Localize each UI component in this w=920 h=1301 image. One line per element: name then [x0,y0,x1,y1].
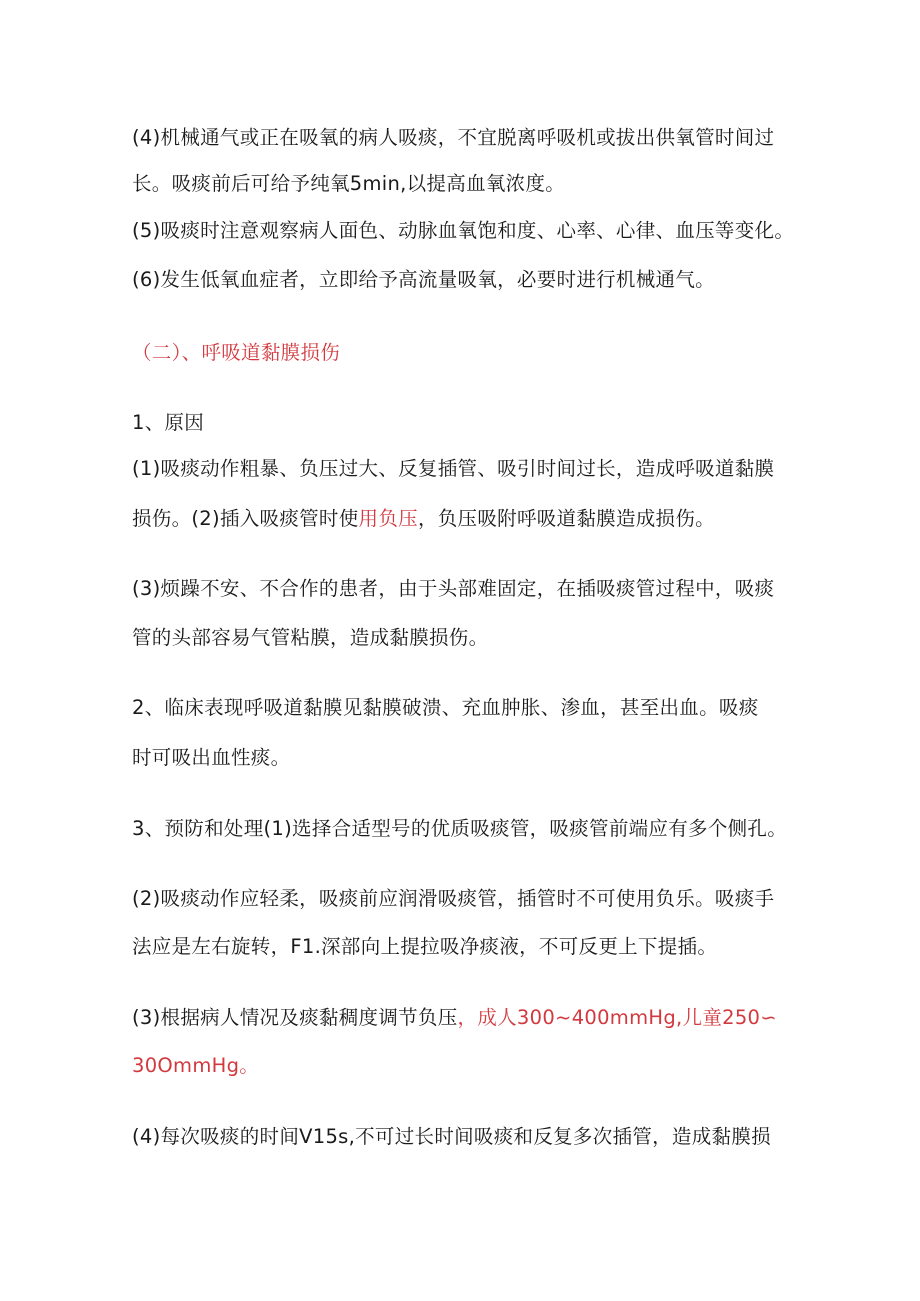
text-run: (3)烦躁不安、不合作的患者，由于头部难固定，在插吸痰管过程中，吸痰 [132,577,775,600]
paragraph-line [132,1052,259,1080]
paragraph-line [132,575,774,603]
paragraph-line [132,217,794,245]
paragraph-line [132,455,774,483]
paragraph-line [132,933,717,961]
highlighted-text-run: ，成人300~400mmHg,儿童250∽ [457,1006,777,1029]
paragraph-line [132,744,290,772]
text-run: ，负压吸附呼吸道黏膜造成损伤。 [417,507,715,530]
highlighted-text-run: 30OmmHg。 [132,1054,260,1077]
paragraph-line [132,505,715,533]
text-run: (1)吸痰动作粗暴、负压过大、反复插管、吸引时间过长，造成呼吸道黏膜 [132,457,775,480]
text-run: (6)发生低氧血症者，立即给予高流量吸氧，必要时进行机械通气。 [132,268,715,291]
text-run: 长。吸痰前后可给予纯氧5min,以提高血氧浓度。 [132,172,566,195]
paragraph-line [132,694,759,722]
text-run: (3)根据病人情况及痰黏稠度调节负压 [132,1006,458,1029]
highlighted-text-run: 用负压 [358,507,418,530]
text-run: (4)每次吸痰的时间V15s,不可过长时间吸痰和反复多次插管，造成黏膜损 [132,1125,771,1148]
text-run: 时可吸出血性痰。 [132,746,291,769]
text-run: (2)吸痰动作应轻柔，吸痰前应润滑吸痰管，插管时不可使用负乐。吸痰手 [132,887,775,910]
paragraph-line [132,266,715,294]
paragraph-line [132,1123,771,1151]
text-run: 损伤。(2)插入吸痰管时使 [132,507,359,530]
text-run: 2、临床表现呼吸道黏膜见黏膜破溃、充血肿胀、渗血，甚至出血。吸痰 [132,696,759,719]
heading-text: （二）、呼吸道黏膜损伤 [132,341,341,364]
paragraph-line [132,1004,777,1032]
paragraph-line [132,170,565,198]
text-run: 3、预防和处理(1)选择合适型号的优质吸痰管，吸痰管前端应有多个侧孔。 [132,817,788,840]
paragraph-line [132,815,787,843]
text-run: 管的头部容易气管粘膜，造成黏膜损伤。 [132,626,489,649]
subheading-line [132,409,204,437]
paragraph-line [132,624,488,652]
text-run: (5)吸痰时注意观察病人面色、动脉血氧饱和度、心率、心律、血压等变化。 [132,219,795,242]
paragraph-line [132,885,774,913]
text-run: (4)机械通气或正在吸氧的病人吸痰，不宜脱离呼吸机或拔出供氧管时间过 [132,126,775,149]
text-run: 法应是左右旋转，F1.深部向上提拉吸净痰液，不可反更上下提插。 [132,935,718,958]
paragraph-line [132,124,774,152]
section-heading [132,339,340,367]
text-run: 1、原因 [132,411,205,434]
